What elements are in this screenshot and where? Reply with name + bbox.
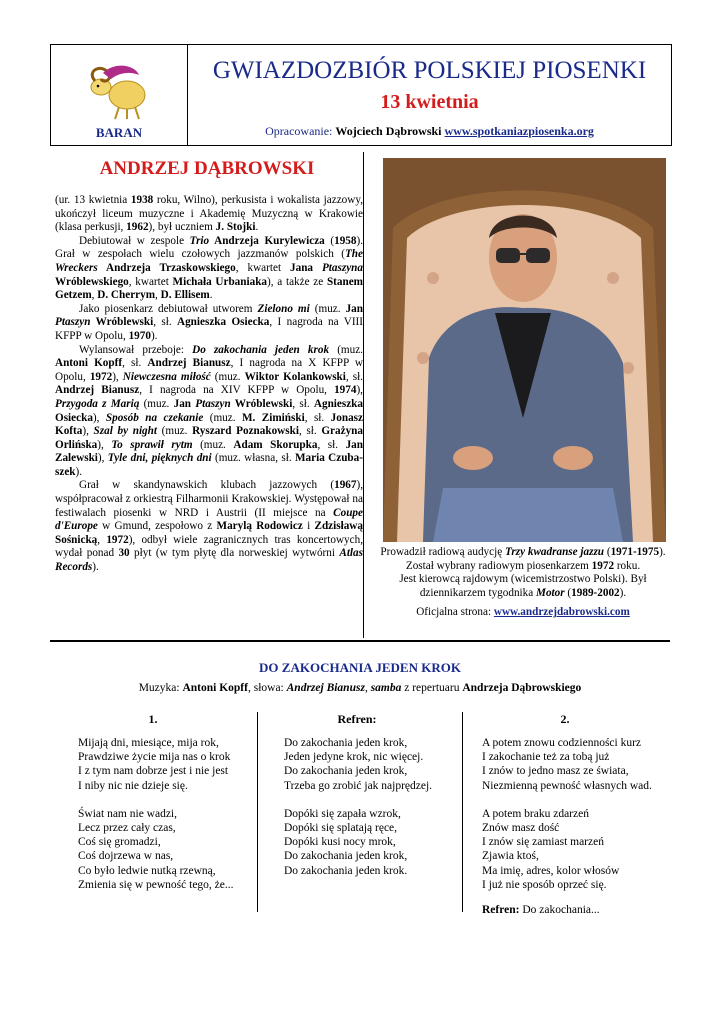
refrain-note xyxy=(482,904,600,916)
lyric-line: Dopóki kusi nocy mrok, xyxy=(284,836,396,849)
credit-link[interactable]: www.spotkaniazpiosenka.org xyxy=(444,124,594,138)
lyric-line: Co było ledwie nutką rzewną, xyxy=(78,864,216,877)
verse-column-2 xyxy=(482,736,672,906)
lyric-line: Do zakochania jeden krok, xyxy=(284,737,408,749)
lyric-line: Zjawia ktoś, xyxy=(482,850,539,863)
lyric-line: Lecz przez cały czas, xyxy=(78,822,176,835)
bio-paragraph: Grał w skandynawskich klubach jazzowych (1967), współpracował z orkiestrą Filharmonii Krakowskiej. Występował na festiwalach piosenki w NRD i Austrii (II miejsce na Coupe d'Europe w Gmund, zespołowo z Marylą Rodowicz i Zdzisławą Sośnicką, 1972), odbył wiele zagranicznych tras koncertowych, wydał ponad 30 płyt (w tym płytę dla norweskiej wytwórni Atlas Records). xyxy=(55,479,363,574)
bio-paragraph: Debiutował w zespole Trio Andrzeja Kurylewicza (1958). Grał w zespołach wielu czołowych jazzmanów polskich (The Wreckers Andrzeja Trzaskowskiego, kwartet Jana Ptaszyna Wróblewskiego, kwartet Michała Urbaniaka), a także ze Stanem Getzem, D. Cherrym, D. Ellisem. xyxy=(55,234,363,302)
bio-paragraph: Wylansował przeboje: Do zakochania jeden krok (muz. Antoni Kopff, sł. Andrzej Bianusz, I nagroda na X KFPP w Opolu, 1972), Niewczesna miłość (muz. Wiktor Kolankowski, sł. Andrzej Bianusz, I nagroda na XIV KFPP w Opolu, 1974), Przygoda z Marią (muz. Jan Ptaszyn Wróblewski, sł. Agnieszka Osiecka), Sposób na czekanie (muz. M. Zimiński, sł. Jonasz Kofta), Szal by night (muz. Ryszard Poznakowski, sł. Grażyna Orlińska), To sprawił rytm (muz. Adam Skorupka, sł. Jan Zalewski), Tyle dni, pięknych dni (muz. własna, sł. Maria Czuba-szek). xyxy=(55,343,364,478)
lyric-line: A potem braku zdarzeń xyxy=(482,807,589,820)
lyric-line: Świat nam nie wadzi, xyxy=(78,807,178,820)
stanza xyxy=(284,736,460,793)
artist-name: ANDRZEJ DĄBROWSKI xyxy=(99,158,315,179)
verse-column-1 xyxy=(78,736,254,906)
credit-author: Wojciech Dąbrowski xyxy=(335,124,442,138)
lyric-line: A potem znowu codzienności kurz xyxy=(482,737,642,749)
lyric-line: Znów masz dość xyxy=(482,822,560,835)
side-text xyxy=(370,546,676,620)
lyric-line: Coś się gromadzi, xyxy=(78,836,161,849)
official-site-prefix: Oficjalna strona: xyxy=(416,606,492,619)
lyric-line: Do zakochania jeden krok, xyxy=(284,765,408,778)
lyric-line: I znów to jedno masz ze świata, xyxy=(482,765,629,778)
column-heading-refrain: Refren: xyxy=(337,712,377,726)
lyric-line: I znów się zamiast marzeń xyxy=(482,836,604,849)
header-box xyxy=(50,44,672,146)
lyric-line: Mijają dni, miesiące, mija rok, xyxy=(78,737,219,749)
ram-icon xyxy=(81,59,161,123)
side-paragraph: Jest kierowcą rajdowym (wicemistrzostwo Polski). Był dziennikarzem tygodnika Motor (1989-2002). xyxy=(399,573,647,599)
stanza xyxy=(482,807,672,892)
song-credits: Muzyka: Antoni Kopff, słowa: Andrzej Bianusz, samba z repertuaru Andrzeja Dąbrowskiego xyxy=(138,682,582,694)
page-title: GWIAZDOZBIÓR POLSKIEJ PIOSENKI xyxy=(212,57,647,84)
column-heading-2: 2. xyxy=(560,712,570,726)
verse-divider xyxy=(462,712,463,912)
verse-column-refrain xyxy=(284,736,460,892)
zodiac-sign-label: BARAN xyxy=(95,125,143,140)
stanza xyxy=(78,807,254,892)
artist-photo xyxy=(383,158,666,542)
lyric-line: Jeden jedyne krok, nic więcej. xyxy=(284,751,424,764)
section-divider xyxy=(50,640,670,642)
lyric-line: I niby nic nie dzieje się. xyxy=(78,779,188,792)
song-title: DO ZAKOCHANIA JEDEN KROK xyxy=(259,660,461,675)
lyric-line: I już nie sposób oprzeć się. xyxy=(482,878,607,891)
stanza xyxy=(482,736,672,793)
credit-line xyxy=(188,124,671,139)
lyric-line: Prawdziwe życie mija nas o krok xyxy=(78,751,231,764)
lyric-line: Do zakochania jeden krok. xyxy=(284,864,408,877)
lyric-line: Do zakochania jeden krok, xyxy=(284,850,408,863)
lyric-line: Dopóki się zapała wzrok, xyxy=(284,807,401,820)
lyric-line: Zmienia się w pewność tego, że... xyxy=(78,878,234,891)
refrain-note-text: Do zakochania... xyxy=(522,904,600,916)
column-heading-1: 1. xyxy=(148,712,158,726)
bio-paragraph: Jako piosenkarz debiutował utworem Zielono mi (muz. Jan Ptaszyn Wróblewski, sł. Agnieszka Osiecka, I nagroda na VIII KFPP w Opolu, 1970). xyxy=(55,302,364,342)
side-paragraph: Prowadził radiową audycję Trzy kwadranse jazzu (1971-1975). Został wybrany radiowym piosenkarzem 1972 roku. xyxy=(380,546,666,572)
page-date: 13 kwietnia xyxy=(380,91,479,113)
lyric-line: I zakochanie też za tobą już xyxy=(482,751,610,764)
refrain-note-label: Refren: xyxy=(482,904,520,916)
official-site-link[interactable]: www.andrzejdabrowski.com xyxy=(493,606,630,619)
zodiac-cell xyxy=(51,45,188,145)
stanza xyxy=(78,736,254,793)
lyric-line: Niezmienną pewność własnych wad. xyxy=(482,779,652,792)
lyric-line: Dopóki się splatają ręce, xyxy=(284,822,398,835)
credit-prefix: Opracowanie: xyxy=(265,124,333,138)
stanza xyxy=(284,807,460,878)
lyric-line: Coś dojrzewa w nas, xyxy=(78,850,174,863)
lyric-line: I z tym nam dobrze jest i nie jest xyxy=(78,765,229,778)
verse-divider xyxy=(257,712,258,912)
column-divider xyxy=(363,152,364,638)
bio-paragraph: (ur. 13 kwietnia 1938 roku, Wilno), perkusista i wokalista jazzowy, ukończył liceum muzyczne i Akademię Muzyczną w Krakowie (klasa perkusji, 1962), był uczniem J. Stojki. xyxy=(55,194,363,234)
biography xyxy=(55,194,363,575)
lyric-line: Trzeba go zrobić jak najprędzej. xyxy=(284,779,433,792)
lyric-line: Ma imię, adres, kolor włosów xyxy=(482,864,620,877)
official-site-line xyxy=(370,606,676,620)
